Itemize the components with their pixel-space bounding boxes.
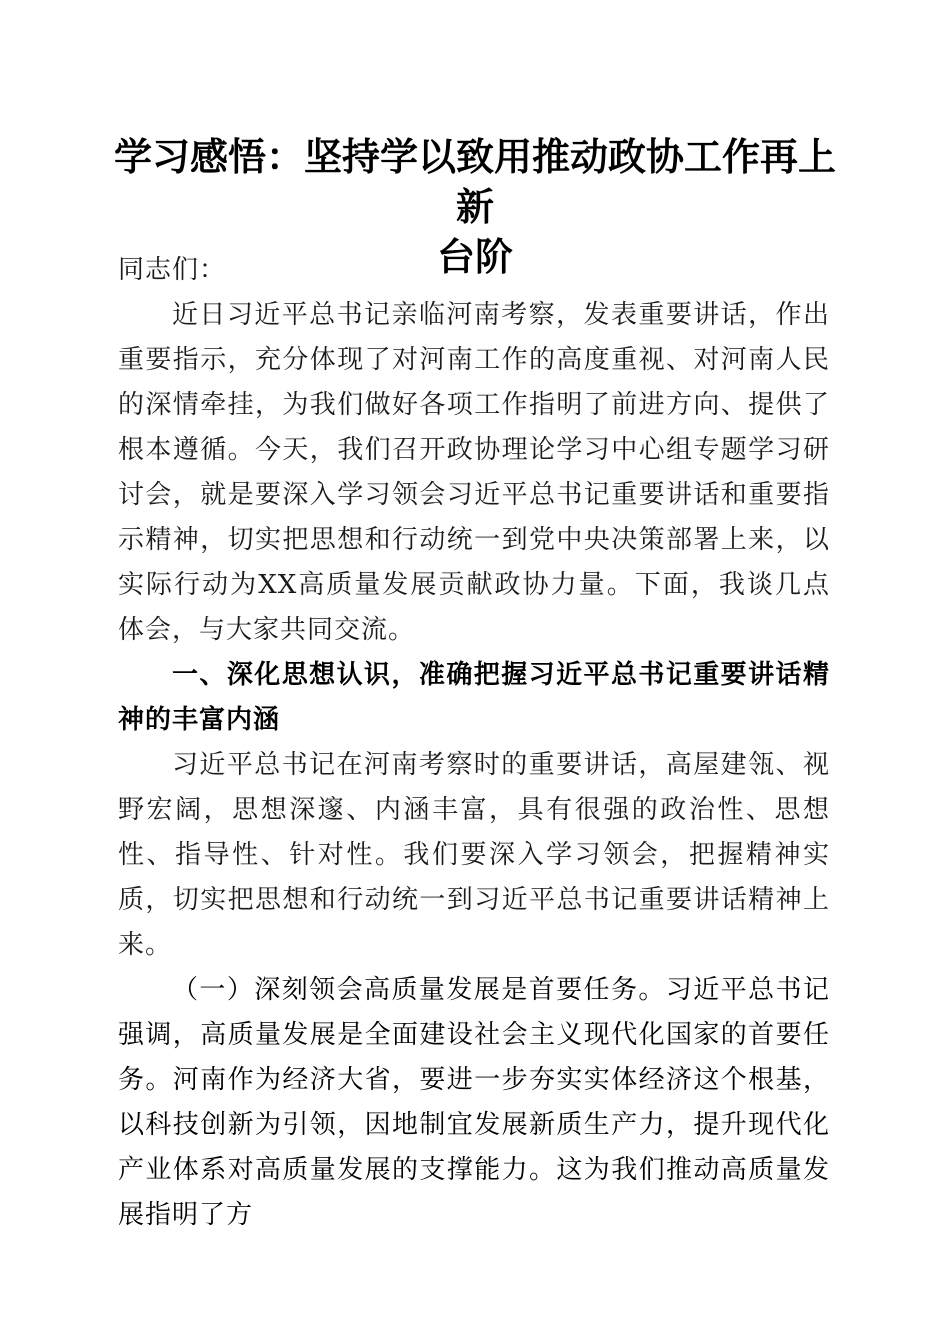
section-heading-1: 一、深化思想认识，准确把握习近平总书记重要讲话精神的丰富内涵: [118, 660, 830, 735]
title-line-1: 学习感悟：坚持学以致用推动政协工作再上新: [113, 134, 836, 229]
salutation: 同志们：: [118, 255, 227, 285]
document-body: [118, 248, 830, 1238]
paragraph-section-1: 习近平总书记在河南考察时的重要讲话，高屋建瓴、视野宏阔，思想深邃、内涵丰富，具有很强的政治性、思想性、指导性、针对性。我们要深入学习领会，把握精神实质，切实把思想和行动统一到习近平总书记重要讲话精神上来。: [118, 750, 830, 960]
title-line-2: 台阶: [436, 234, 513, 279]
paragraph-intro: 近日习近平总书记亲临河南考察，发表重要讲话，作出重要指示，充分体现了对河南工作的高度重视、对河南人民的深情牵挂，为我们做好各项工作指明了前进方向、提供了根本遵循。今天，我们召开政协理论学习中心组专题学习研讨会，就是要深入学习领会习近平总书记重要讲话和重要指示精神，切实把思想和行动统一到党中央决策部署上来，以实际行动为XX高质量发展贡献政协力量。下面，我谈几点体会，与大家共同交流。: [118, 300, 830, 645]
paragraph-subsection-1: （一）深刻领会高质量发展是首要任务。习近平总书记强调，高质量发展是全面建设社会主义现代化国家的首要任务。河南作为经济大省，要进一步夯实实体经济这个根基，以科技创新为引领，因地制宜发展新质生产力，提升现代化产业体系对高质量发展的支撑能力。这为我们推动高质量发展指明了方: [118, 975, 830, 1230]
